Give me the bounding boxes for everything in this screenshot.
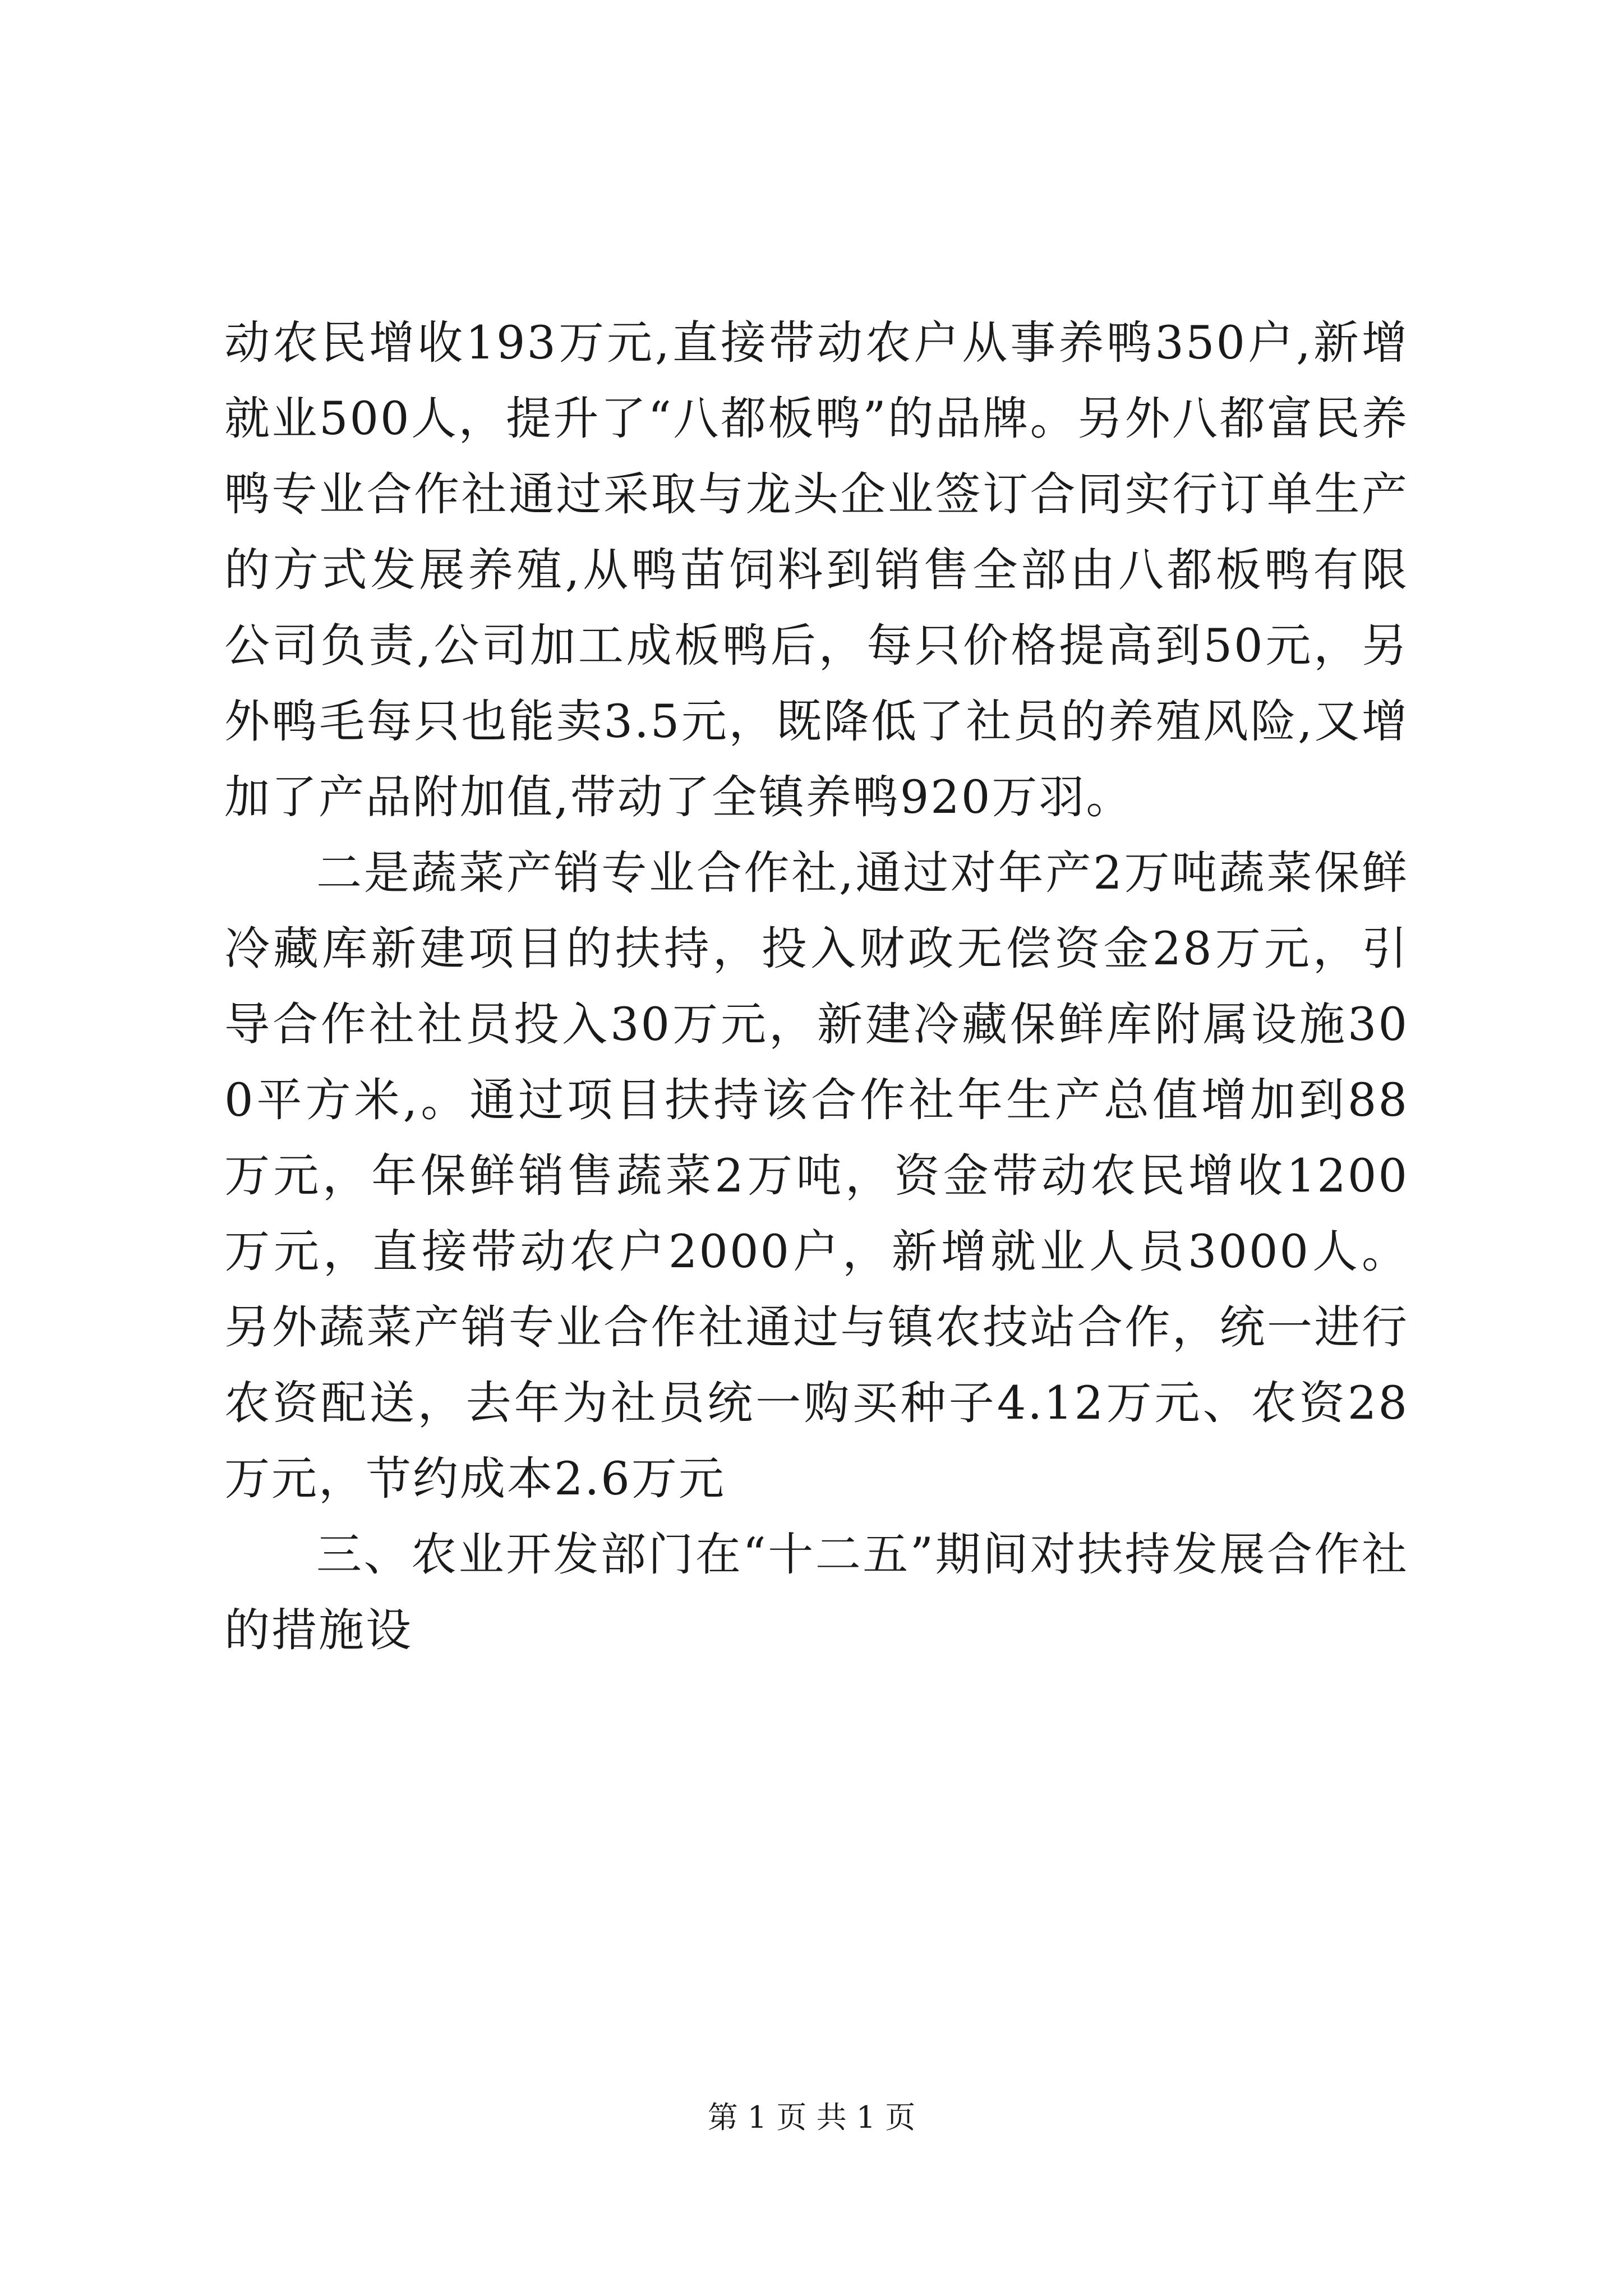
paragraph-section-three-heading: 三、农业开发部门在“十二五”期间对扶持发展合作社的措施设 [224, 1529, 1409, 1657]
page-number-footer: 第 1 页 共 1 页 [707, 2100, 916, 2135]
document-body [224, 306, 1409, 1669]
paragraph-vegetable-cooperative: 二是蔬菜产销专业合作社,通过对年产2万吨蔬菜保鲜冷藏库新建项目的扶持，投入财政无偿资金28万元，引导合作社社员投入30万元，新建冷藏保鲜库附属设施300平方米,。通过项目扶持该合作社年生产总值增加到88万元，年保鲜销售蔬菜2万吨，资金带动农民增收1200万元，直接带动农户2000户，新增就业人员3000人。另外蔬菜产销专业合作社通过与镇农技站合作，统一进行农资配送，去年为社员统一购买种子4.12万元、农资28万元，节约成本2.6万元 [224, 847, 1409, 1506]
paragraph-duck-cooperative: 动农民增收193万元,直接带动农户从事养鸭350户,新增就业500人，提升了“八都板鸭”的品牌。另外八都富民养鸭专业合作社通过采取与龙头企业签订合同实行订单生产的方式发展养殖,从鸭苗饲料到销售全部由八都板鸭有限公司负责,公司加工成板鸭后，每只价格提高到50元，另外鸭毛每只也能卖3.5元，既降低了社员的养殖风险,又增加了产品附加值,带动了全镇养鸭920万羽。 [224, 317, 1409, 824]
